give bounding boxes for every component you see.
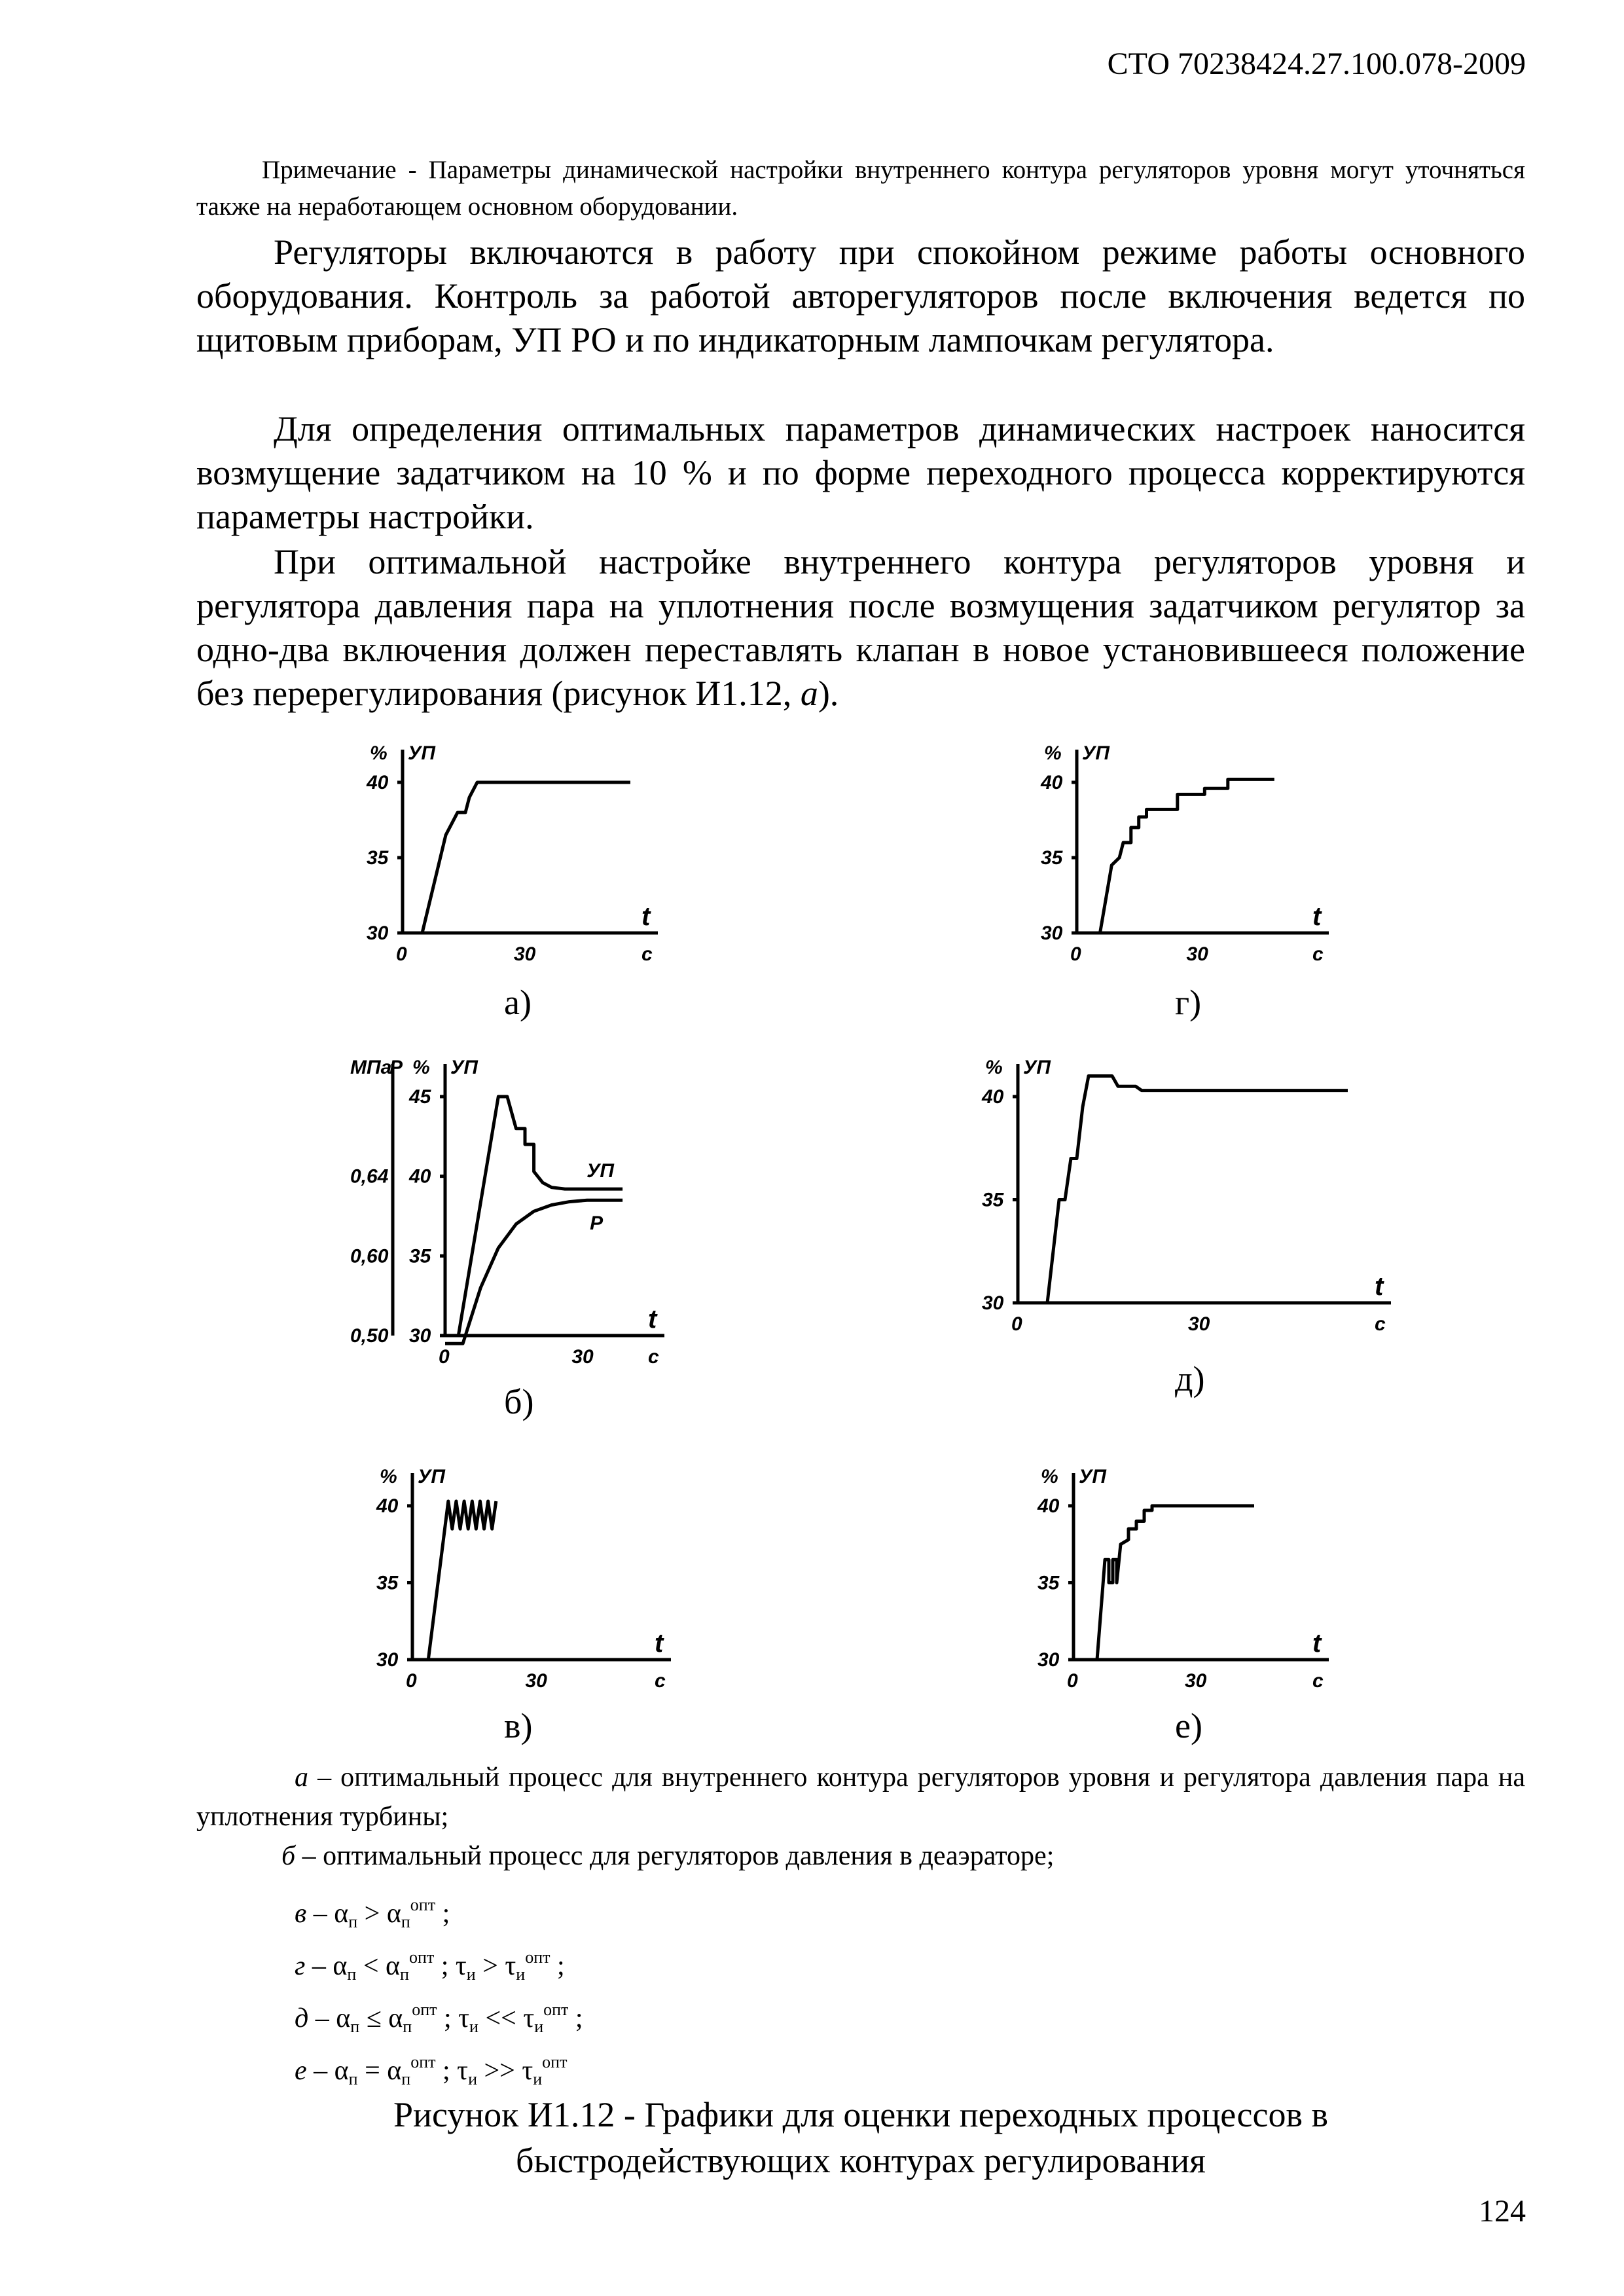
y-tick-label-mpa: 0,60	[350, 1245, 389, 1267]
y-tick-label-mpa: 0,50	[350, 1325, 389, 1347]
x-axis-label: t	[641, 902, 651, 931]
series-label: P	[590, 1212, 604, 1235]
x-tick-label: 0	[1070, 943, 1081, 965]
legend-d-mid: ;	[437, 2003, 459, 2033]
legend-v-f2sup: опт	[410, 1895, 436, 1914]
paragraph-3-text: При оптимальной настройке внутреннего контура регуляторов уровня и регулятора давления пара на уплотнения после возмущения задатчиком регулятор за одно-два включения должен переставлять клапан в новое установившееся положение без перерегулирования (рисунок И1.12,	[196, 542, 1525, 713]
x-tick-label: 30	[571, 1346, 594, 1368]
legend-e-f1s: п	[348, 2069, 358, 2088]
legend-v-f1s: п	[348, 1912, 358, 1931]
y-axis-label-2: УП	[1079, 1466, 1106, 1487]
legend-g-t2sub: и	[516, 1965, 526, 1984]
y-tick-label: 30	[409, 1325, 431, 1347]
y-axis-label: %	[1044, 742, 1062, 764]
chart-a	[363, 723, 691, 989]
legend-e-rel2: >>	[477, 2056, 522, 2086]
y-axis-label-2: УП	[450, 1057, 478, 1078]
legend-d-f2sub: п	[403, 2017, 412, 2036]
y-axis-label: %	[412, 1057, 430, 1078]
y-axis-label-2: УП	[1082, 742, 1110, 764]
y-axis-label: %	[370, 742, 388, 764]
legend-v	[196, 1886, 1525, 1942]
y-tick-label: 40	[982, 1086, 1004, 1108]
legend-v-f2: α	[386, 1899, 401, 1929]
legend-v-key: в –	[295, 1899, 327, 1929]
x-axis-unit: с	[641, 943, 653, 965]
figure-label-d: д)	[1175, 1359, 1205, 1398]
legend-e-f2sub: п	[401, 2069, 411, 2088]
figure-caption-line-2: быстродействующих контурах регулирования	[515, 2141, 1206, 2180]
legend-e	[196, 2043, 1525, 2099]
chart-v	[376, 1440, 687, 1719]
figure-caption-line-1: Рисунок И1.12 - Графики для оценки переходных процессов в	[393, 2095, 1328, 2134]
legend-d-end: ;	[568, 2003, 583, 2033]
legend-d-t1: τ	[458, 2003, 470, 2033]
x-tick-label: 0	[396, 943, 407, 965]
legend-e-t1s: и	[468, 2069, 477, 2088]
y-axis-label: %	[380, 1466, 397, 1487]
legend-e-f2: α	[387, 2056, 402, 2086]
y-axis-label-p: P	[389, 1057, 403, 1078]
legend-e-t2sub: и	[533, 2069, 543, 2088]
paragraph-2: Для определения оптимальных параметров динамических настроек наносится возмущение задатчиком на 10 % и по форме переходного процесса корректируются параметры настройки.	[196, 409, 1525, 536]
x-axis-label: t	[1312, 1629, 1322, 1658]
legend-b	[196, 1836, 1525, 1876]
y-tick-label: 35	[1038, 1572, 1060, 1594]
legend-v-rel: >	[357, 1899, 387, 1929]
y-tick-label: 35	[409, 1245, 431, 1267]
legend-g-f2: α	[386, 1951, 401, 1981]
y-tick-label: 40	[376, 1495, 399, 1517]
legend-a	[196, 1758, 1525, 1836]
legend-g-f2sub: п	[400, 1965, 409, 1984]
chart-svg-b	[350, 1038, 691, 1394]
x-axis-unit: с	[648, 1346, 659, 1368]
legend-d-f2: α	[388, 2003, 403, 2033]
legend-d-f1: α	[336, 2003, 351, 2033]
legend-g-f1: α	[333, 1951, 348, 1981]
y-axis-label-2: УП	[1023, 1057, 1051, 1078]
y-axis-label: %	[1041, 1466, 1058, 1487]
legend-g-end: ;	[550, 1951, 565, 1981]
y-tick-label: 40	[1041, 772, 1063, 793]
y-tick-label: 30	[1038, 1649, 1060, 1671]
chart-svg-g	[1041, 723, 1342, 985]
legend-d-rel: ≤	[359, 2003, 389, 2033]
x-tick-label: 30	[514, 943, 536, 965]
legend-g-t1s: и	[466, 1965, 476, 1984]
series-line-0	[1074, 1506, 1254, 1660]
document-code: СТО 70238424.27.100.078-2009	[1107, 46, 1526, 81]
legend-e-key: е –	[295, 2056, 328, 2086]
paragraph-3-ref: а	[800, 674, 818, 713]
legend-v-f2sub: п	[401, 1912, 410, 1931]
y-tick-label: 35	[982, 1189, 1004, 1211]
y-tick-label: 30	[1041, 922, 1063, 944]
legend-e-t1: τ	[457, 2056, 469, 2086]
legend-e-rel: =	[357, 2056, 388, 2086]
legend-e-t2sup: опт	[542, 2052, 568, 2071]
legend-d	[196, 1990, 1525, 2047]
x-axis-label: t	[648, 1305, 657, 1334]
y-tick-label: 45	[409, 1086, 431, 1108]
legend-d-t1s: и	[469, 2017, 478, 2036]
x-tick-label: 30	[1185, 1670, 1207, 1692]
series-label: УП	[586, 1160, 615, 1182]
legend-a-key: а –	[295, 1762, 332, 1793]
y-tick-label: 30	[982, 1292, 1004, 1314]
chart-svg-v	[376, 1440, 687, 1719]
series-line-0	[1018, 1076, 1348, 1303]
x-tick-label: 0	[439, 1346, 450, 1368]
figure-caption	[196, 2092, 1525, 2183]
legend-e-mid: ;	[435, 2056, 458, 2086]
y-tick-label: 35	[376, 1572, 399, 1594]
y-axis-label-2: УП	[418, 1466, 445, 1487]
paragraph-3	[196, 540, 1525, 716]
note-paragraph: Примечание - Параметры динамической настройки внутреннего контура регуляторов уровня могут уточняться также на неработающем основном оборудовании.	[196, 156, 1525, 221]
figure-label-e: е)	[1175, 1706, 1202, 1745]
y-tick-label-mpa: 0,64	[350, 1165, 389, 1188]
series-line-0	[1077, 779, 1274, 933]
legend-g-t2sup: опт	[525, 1948, 550, 1967]
figure-label-g: г)	[1175, 983, 1202, 1022]
legend-b-key: б –	[281, 1841, 316, 1871]
chart-svg-e	[1034, 1440, 1342, 1719]
x-axis-label: t	[1312, 902, 1322, 931]
figure-label-a: а)	[504, 983, 532, 1022]
paragraph-3-end: ).	[818, 674, 839, 713]
y-tick-label: 30	[367, 922, 389, 944]
x-tick-label: 0	[1067, 1670, 1078, 1692]
legend-g-f1s: п	[347, 1965, 357, 1984]
chart-svg-a	[363, 723, 691, 989]
x-axis-unit: с	[655, 1670, 666, 1692]
legend-d-rel2: <<	[478, 2003, 524, 2033]
legend-d-key: д –	[295, 2003, 329, 2033]
legend-g-mid: ;	[434, 1951, 456, 1981]
legend-g	[196, 1938, 1525, 1994]
legend-g-rel2: >	[475, 1951, 505, 1981]
legend-g-t2: τ	[505, 1951, 516, 1981]
legend-g-f2sup: опт	[408, 1948, 435, 1967]
x-axis-label: t	[1375, 1272, 1384, 1301]
x-tick-label: 30	[525, 1670, 547, 1692]
x-tick-label: 30	[1186, 943, 1208, 965]
legend-d-t2: τ	[523, 2003, 535, 2033]
legend-d-f1s: п	[350, 2017, 360, 2036]
y-axis-label-mpa: МПа	[350, 1057, 392, 1078]
legend-d-t2sup: опт	[543, 2000, 569, 2019]
y-tick-label: 35	[1041, 847, 1063, 869]
legend-e-t2: τ	[522, 2056, 533, 2086]
legend-d-f2sup: опт	[412, 2000, 437, 2019]
y-axis-label-2: УП	[408, 742, 435, 764]
x-tick-label: 0	[1011, 1313, 1022, 1335]
x-axis-unit: с	[1312, 943, 1324, 965]
series-line-0	[403, 782, 630, 933]
legend-a-text: оптимальный процесс для внутреннего контура регуляторов уровня и регулятора давления пара на уплотнения турбины;	[196, 1762, 1526, 1832]
x-axis-label: t	[655, 1629, 664, 1658]
page-number: 124	[1479, 2194, 1526, 2229]
y-tick-label: 30	[376, 1649, 399, 1671]
legend-d-t2sub: и	[534, 2017, 544, 2036]
legend-e-f2sup: опт	[410, 2052, 436, 2071]
legend-g-t1: τ	[455, 1951, 467, 1981]
y-tick-label: 35	[367, 847, 389, 869]
legend-v-end: ;	[435, 1899, 450, 1929]
y-axis-label: %	[985, 1057, 1003, 1078]
chart-g	[1041, 723, 1342, 985]
legend-g-rel: <	[356, 1951, 386, 1981]
chart-b	[350, 1038, 691, 1394]
paragraph-1: Регуляторы включаются в работу при спокойном режиме работы основного оборудования. Контроль за работой авторегуляторов после включения ведется по щитовым приборам, УП РО и по индикаторным лампочкам регулятора.	[196, 232, 1525, 359]
figure-label-b: б)	[504, 1382, 534, 1421]
y-tick-label: 40	[367, 772, 389, 793]
chart-d	[972, 1038, 1404, 1358]
x-axis-unit: с	[1312, 1670, 1324, 1692]
x-tick-label: 30	[1188, 1313, 1210, 1335]
x-tick-label: 0	[406, 1670, 417, 1692]
chart-svg-d	[972, 1038, 1404, 1358]
figure-label-v: в)	[504, 1706, 533, 1745]
y-tick-label: 40	[409, 1165, 431, 1188]
chart-e	[1034, 1440, 1342, 1719]
legend-v-f1: α	[334, 1899, 349, 1929]
y-tick-label: 40	[1038, 1495, 1060, 1517]
x-axis-unit: с	[1375, 1313, 1386, 1335]
series-line-0	[412, 1501, 496, 1660]
legend-e-f1: α	[334, 2056, 349, 2086]
legend-g-key: г –	[295, 1951, 326, 1981]
legend-b-text: оптимальный процесс для регуляторов давления в деаэраторе;	[316, 1841, 1055, 1871]
